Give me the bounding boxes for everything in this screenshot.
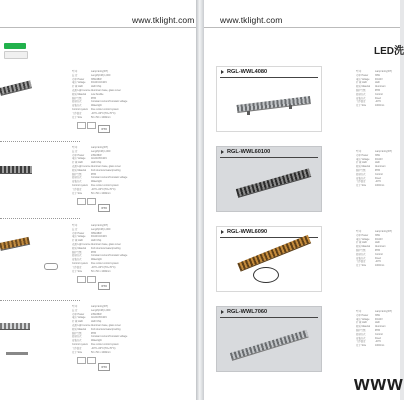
spec-value: Fixed xyxy=(375,96,381,100)
spec-value: Lamp Entry(DT) xyxy=(375,310,393,313)
spec-value: -40°C~60°C(TO+70°C) xyxy=(91,265,116,269)
triangle-marker-icon xyxy=(221,150,224,154)
right-product-0-card xyxy=(216,66,322,132)
mount-bracket xyxy=(289,105,292,109)
right-product-1-image xyxy=(236,168,312,198)
spec-label: 材质 Material xyxy=(356,325,370,329)
spec-label: 型 号 xyxy=(356,150,362,153)
spec-value: LED Chip xyxy=(91,85,102,89)
spec-value: Lamp Entry(DT) xyxy=(91,224,109,227)
right-product-3-specs xyxy=(356,310,400,348)
spec-label: 电压 Voltage xyxy=(356,77,370,81)
left-product-3-mini-image xyxy=(6,352,28,355)
spec-label: 工作温度 xyxy=(356,340,366,344)
spec-value: DC24V xyxy=(375,317,383,321)
spec-label: 防护等级 xyxy=(72,96,82,100)
spec-value: Lamp Entry(DT) xyxy=(91,305,109,308)
spec-label: 工作温度 xyxy=(72,187,82,191)
left-product-3-cert-mark xyxy=(77,357,86,364)
spec-value: IP65 xyxy=(91,172,96,176)
spec-value: Control xyxy=(375,92,383,96)
right-product-1-specs xyxy=(356,150,400,188)
spec-label: 型 号 xyxy=(356,230,362,233)
right-product-2-specs xyxy=(356,230,400,268)
spec-label: 光源 Light source xyxy=(72,242,91,246)
spec-value: Constant current/Constant voltage xyxy=(91,254,128,258)
spec-label: 材质 Material xyxy=(72,327,86,331)
spec-value: 50 x 50 x 1000mm xyxy=(91,350,111,354)
spec-value: -40°C xyxy=(375,180,382,184)
spec-label: 型 号 xyxy=(356,70,362,73)
spec-value: DC24V xyxy=(375,157,383,161)
spec-label: 材质 Material xyxy=(72,92,86,96)
spec-value: Full structural waterproofing xyxy=(91,246,121,250)
left-product-2-cert-mark xyxy=(77,276,86,283)
spec-value: Watertight xyxy=(91,180,102,184)
spec-value: IP65 xyxy=(91,96,96,100)
spec-value: Five colour control system xyxy=(91,342,119,346)
left-product-3-specs xyxy=(72,305,127,354)
spec-value: 36W/48W xyxy=(91,77,102,81)
left-product-3-cert-mark-2 xyxy=(87,357,96,364)
spec-value: DC24V xyxy=(375,77,383,81)
spec-label: 功率 Power xyxy=(72,231,85,235)
mount-bracket xyxy=(247,111,250,115)
triangle-marker-icon xyxy=(221,310,224,314)
spec-value: Five colour control system xyxy=(91,183,119,187)
spec-row xyxy=(356,184,400,188)
spec-row xyxy=(356,344,400,348)
spec-value: DC24V xyxy=(375,237,383,241)
right-product-3-card xyxy=(216,306,322,372)
title-rule xyxy=(220,317,318,318)
triangle-marker-icon xyxy=(221,70,224,74)
spec-value: Five colour control system xyxy=(91,107,119,111)
spec-value: 50 x 50 x 1000mm xyxy=(91,115,111,119)
spec-value: DC24V/AC24V xyxy=(91,81,107,85)
left-product-2-dimension-mark xyxy=(44,263,58,270)
spec-value: LED xyxy=(375,241,380,245)
spec-value: 1000mm xyxy=(375,344,385,348)
spec-label: 功率 Power xyxy=(72,77,85,81)
spec-label: 功率 Power xyxy=(356,233,369,237)
right-product-1-card xyxy=(216,146,322,212)
triangle-marker-icon xyxy=(221,230,224,234)
right-product-0-model: RGL-WWL4080 xyxy=(227,69,268,75)
spec-label: 材质 Material xyxy=(72,168,86,172)
spec-label: 控制方式 xyxy=(72,335,82,339)
spec-label: 安装方式 xyxy=(72,104,82,108)
spec-row xyxy=(356,264,400,268)
spec-value: Lamp Entry(DT) xyxy=(91,70,109,73)
spec-label: 工作温度 xyxy=(356,100,366,104)
spec-label: 工作温度 xyxy=(356,260,366,264)
left-product-2-specs xyxy=(72,224,127,273)
left-product-1-cert-mark-2 xyxy=(87,198,96,205)
spec-label: 型 号 xyxy=(72,146,78,149)
spec-label: Control system xyxy=(72,261,88,265)
spec-label: 控制方式 xyxy=(356,252,366,256)
spec-value: Constant current/Constant voltage xyxy=(91,335,128,339)
left-product-3-ip-badge: IP65 xyxy=(98,363,110,371)
spec-label: 安装方式 xyxy=(356,256,366,260)
left-product-3-image xyxy=(0,323,30,330)
spec-value: Constant current/Constant voltage xyxy=(91,100,128,104)
spec-label: 灯 珠 LED xyxy=(356,241,367,245)
spec-label: 型 号 xyxy=(72,70,78,73)
spec-label: 电压 Voltage xyxy=(72,81,86,85)
spec-value: Length(CM) 1,000 xyxy=(91,73,111,77)
spec-value: Length(CM) 1,000 xyxy=(91,149,111,153)
spec-label: 灯 珠 LED xyxy=(72,239,83,243)
spec-label: 工作温度 xyxy=(72,111,82,115)
spec-value: Full structural waterproofing xyxy=(91,327,121,331)
category-title: LED洗 xyxy=(374,46,404,57)
spec-label: 工作温度 xyxy=(356,180,366,184)
spec-label: 材质 Material xyxy=(356,85,370,89)
spec-value: Full structural waterproofing xyxy=(91,168,121,172)
spec-label: 工作温度 xyxy=(72,346,82,350)
spec-value: DC24V/AC24V xyxy=(91,235,107,239)
spec-label: 光源 Light source xyxy=(72,164,91,168)
spec-value: -40°C~60°C(TO+70°C) xyxy=(91,111,116,115)
spec-label: 安装方式 xyxy=(72,180,82,184)
spec-value: 1000mm xyxy=(375,264,385,268)
spec-value: Aluminum xyxy=(375,85,386,89)
left-product-0-cert-mark-2 xyxy=(87,122,96,129)
spec-label: 长 度 xyxy=(72,73,78,77)
left-product-1-divider xyxy=(0,218,80,219)
spec-label: 安装方式 xyxy=(356,336,366,340)
spec-value: Control xyxy=(375,172,383,176)
spec-value: Control xyxy=(375,252,383,256)
spec-value: Watertight xyxy=(91,339,102,343)
left-header-rule xyxy=(0,27,196,28)
spec-value: Lamp Entry(DT) xyxy=(375,70,393,73)
spec-value: -40°C xyxy=(375,340,382,344)
spec-value: Aluminum base, glass cover xyxy=(91,88,121,92)
spec-value: 36W xyxy=(375,313,380,317)
left-product-0-image xyxy=(0,80,32,96)
spec-value: Length(CM) 1,000 xyxy=(91,227,111,231)
left-product-0-cert-mark xyxy=(77,122,86,129)
spec-value: IP65 xyxy=(91,331,96,335)
spec-label: 尺寸 Size xyxy=(356,104,367,108)
spec-value: Constant current/Constant voltage xyxy=(91,176,128,180)
spec-label: 型 号 xyxy=(356,310,362,313)
spec-label: 长 度 xyxy=(72,308,78,312)
spec-value: 50 x 50 x 1000mm xyxy=(91,269,111,273)
spec-value: LED Chip xyxy=(91,320,102,324)
right-product-1-model: RGL-WWL60100 xyxy=(227,149,271,155)
left-product-1-image xyxy=(0,166,32,174)
spec-label: 灯 珠 LED xyxy=(356,161,367,165)
right-product-3-image xyxy=(230,330,309,361)
spec-label: 防护等级 xyxy=(72,331,82,335)
spec-value: Aluminum base, glass cover xyxy=(91,323,121,327)
spec-value: Aluminum xyxy=(375,165,386,169)
spec-label: 尺寸 Size xyxy=(72,269,83,273)
spec-row xyxy=(72,270,127,274)
right-product-2-model: RGL-WWL6090 xyxy=(227,229,268,235)
spec-value: IP65 xyxy=(375,168,380,172)
spec-value: Five colour control system xyxy=(91,261,119,265)
spec-value: -40°C xyxy=(375,100,382,104)
right-product-3-title xyxy=(217,308,321,316)
spec-label: 材质 Material xyxy=(356,165,370,169)
spec-value: -40°C xyxy=(375,260,382,264)
spec-value: Fixed xyxy=(375,336,381,340)
spec-value: 36W/48W xyxy=(91,231,102,235)
spec-label: 防护等级 xyxy=(72,172,82,176)
left-product-0-divider xyxy=(0,141,80,142)
spec-value: LED xyxy=(375,81,380,85)
spec-label: 光源 Light source xyxy=(72,323,91,327)
spec-value: Lamp Entry(DT) xyxy=(375,150,393,153)
spec-label: 功率 Power xyxy=(72,153,85,157)
spec-label: 尺寸 Size xyxy=(356,344,367,348)
spec-label: 控制方式 xyxy=(356,332,366,336)
spec-label: 功率 Power xyxy=(356,73,369,77)
spec-value: AC24V/DC24V xyxy=(91,316,107,320)
spec-value: Fixed xyxy=(375,256,381,260)
spec-row xyxy=(72,192,127,196)
spec-value: IP65 xyxy=(91,250,96,254)
left-product-1-cert-mark xyxy=(77,198,86,205)
spec-label: 防护等级 xyxy=(356,328,366,332)
spec-label: 尺寸 Size xyxy=(72,350,83,354)
spec-label: 控制方式 xyxy=(356,172,366,176)
spec-label: 灯 珠 LED xyxy=(72,320,83,324)
spec-value: AC24V/DC24V xyxy=(91,157,107,161)
spec-label: 安装方式 xyxy=(356,176,366,180)
left-product-2-divider xyxy=(0,300,80,301)
spec-label: 灯 珠 LED xyxy=(72,85,83,89)
book-spine xyxy=(196,0,204,400)
spec-label: 尺寸 Size xyxy=(356,184,367,188)
right-header-rule xyxy=(204,27,400,28)
spec-value: Watertight xyxy=(91,258,102,262)
right-product-0-specs xyxy=(356,70,400,108)
spec-label: 控制方式 xyxy=(72,176,82,180)
spec-label: 灯 珠 LED xyxy=(356,321,367,325)
right-page-website: www.tklight.com xyxy=(220,15,283,25)
spec-label: 防护等级 xyxy=(356,168,366,172)
spec-label: 材质 Material xyxy=(356,245,370,249)
spec-value: 24W/36W xyxy=(91,153,102,157)
spec-label: 电压 Voltage xyxy=(356,317,370,321)
category-icon-white xyxy=(4,51,28,59)
left-product-0-ip-badge: IP65 xyxy=(98,125,110,133)
spec-label: 尺寸 Size xyxy=(72,115,83,119)
spec-label: 工作温度 xyxy=(72,265,82,269)
spec-value: Aluminum base, glass cover xyxy=(91,242,121,246)
left-product-2-cert-mark-2 xyxy=(87,276,96,283)
spec-label: 长 度 xyxy=(72,149,78,153)
spec-value: 50 x 50 x 1000mm xyxy=(91,191,111,195)
left-product-1-ip-badge: IP65 xyxy=(98,204,110,212)
left-product-2-image xyxy=(0,237,30,251)
spec-value: -40°C~60°C(TO+70°C) xyxy=(91,187,116,191)
spec-label: 材质 Material xyxy=(72,246,86,250)
spec-label: 灯 珠 LED xyxy=(356,81,367,85)
spec-label: 安装方式 xyxy=(72,339,82,343)
spec-label: 功率 Power xyxy=(356,313,369,317)
spec-label: Control system xyxy=(72,107,88,111)
spec-value: 36W xyxy=(375,153,380,157)
spec-value: Lamp Entry(DT) xyxy=(91,146,109,149)
spec-label: Control system xyxy=(72,342,88,346)
spec-value: 36W xyxy=(375,233,380,237)
spec-label: 功率 Power xyxy=(72,312,85,316)
spec-value: IP65 xyxy=(375,328,380,332)
left-catalog-page xyxy=(0,0,196,400)
spec-value: Control xyxy=(375,332,383,336)
spec-label: 长 度 xyxy=(72,227,78,231)
spec-label: 灯 珠 LED xyxy=(72,161,83,165)
right-product-0-title xyxy=(217,68,321,76)
spec-label: 电压 Voltage xyxy=(356,157,370,161)
spec-value: Aluminum xyxy=(375,325,386,329)
spec-label: 电压 Voltage xyxy=(356,237,370,241)
spec-label: 电压 Voltage xyxy=(72,235,86,239)
spec-value: Aluminum xyxy=(375,245,386,249)
spec-label: Control system xyxy=(72,183,88,187)
spec-value: Aluminum base, glass cover xyxy=(91,164,121,168)
right-product-1-title xyxy=(217,148,321,156)
left-product-0-specs xyxy=(72,70,127,119)
spec-label: 防护等级 xyxy=(72,250,82,254)
spec-label: 控制方式 xyxy=(356,92,366,96)
spec-value: LED Chip xyxy=(91,239,102,243)
spec-label: 功率 Power xyxy=(356,153,369,157)
spec-value: IP65 xyxy=(375,88,380,92)
right-product-2-image xyxy=(237,235,311,272)
spec-value: Lamp Entry(DT) xyxy=(375,230,393,233)
spec-label: 尺寸 Size xyxy=(72,191,83,195)
spec-value: Fixed xyxy=(375,176,381,180)
spec-label: 光源 Light source xyxy=(72,88,91,92)
spec-row xyxy=(356,104,400,108)
spec-value: Length(CM) 1,000 xyxy=(91,308,111,312)
spec-value: 1000mm xyxy=(375,104,385,108)
spec-label: 控制方式 xyxy=(72,100,82,104)
spec-value: Low flexible xyxy=(91,92,104,96)
spec-label: 尺寸 Size xyxy=(356,264,367,268)
spec-row xyxy=(72,116,127,120)
spec-value: 24W/36W xyxy=(91,312,102,316)
right-product-3-model: RGL-WWL7060 xyxy=(227,309,268,315)
title-rule xyxy=(220,77,318,78)
footer-watermark-url: www xyxy=(354,373,404,395)
title-rule xyxy=(220,157,318,158)
spec-label: 电压 Voltage xyxy=(72,157,86,161)
spec-row xyxy=(72,351,127,355)
spec-label: 防护等级 xyxy=(356,248,366,252)
left-product-1-specs xyxy=(72,146,127,195)
spec-value: LED xyxy=(375,161,380,165)
spec-label: 控制方式 xyxy=(72,254,82,258)
spec-label: 电压 Voltage xyxy=(72,316,86,320)
left-product-2-ip-badge: IP65 xyxy=(98,282,110,290)
spec-label: 安装方式 xyxy=(356,96,366,100)
spec-label: 安装方式 xyxy=(72,258,82,262)
spec-label: 防护等级 xyxy=(356,88,366,92)
spec-label: 型 号 xyxy=(72,305,78,308)
category-icon-green xyxy=(4,43,26,49)
spec-label: 型 号 xyxy=(72,224,78,227)
spec-value: LED Chip xyxy=(91,161,102,165)
right-product-2-card xyxy=(216,226,322,292)
spec-value: IP65 xyxy=(375,248,380,252)
spec-value: 1000mm xyxy=(375,184,385,188)
left-page-website: www.tklight.com xyxy=(132,15,195,25)
spec-value: 36W xyxy=(375,73,380,77)
spec-value: LED xyxy=(375,321,380,325)
power-cable xyxy=(253,267,279,283)
spec-value: -40°C~60°C(TO+70°C) xyxy=(91,346,116,350)
spec-value: Watertight xyxy=(91,104,102,108)
